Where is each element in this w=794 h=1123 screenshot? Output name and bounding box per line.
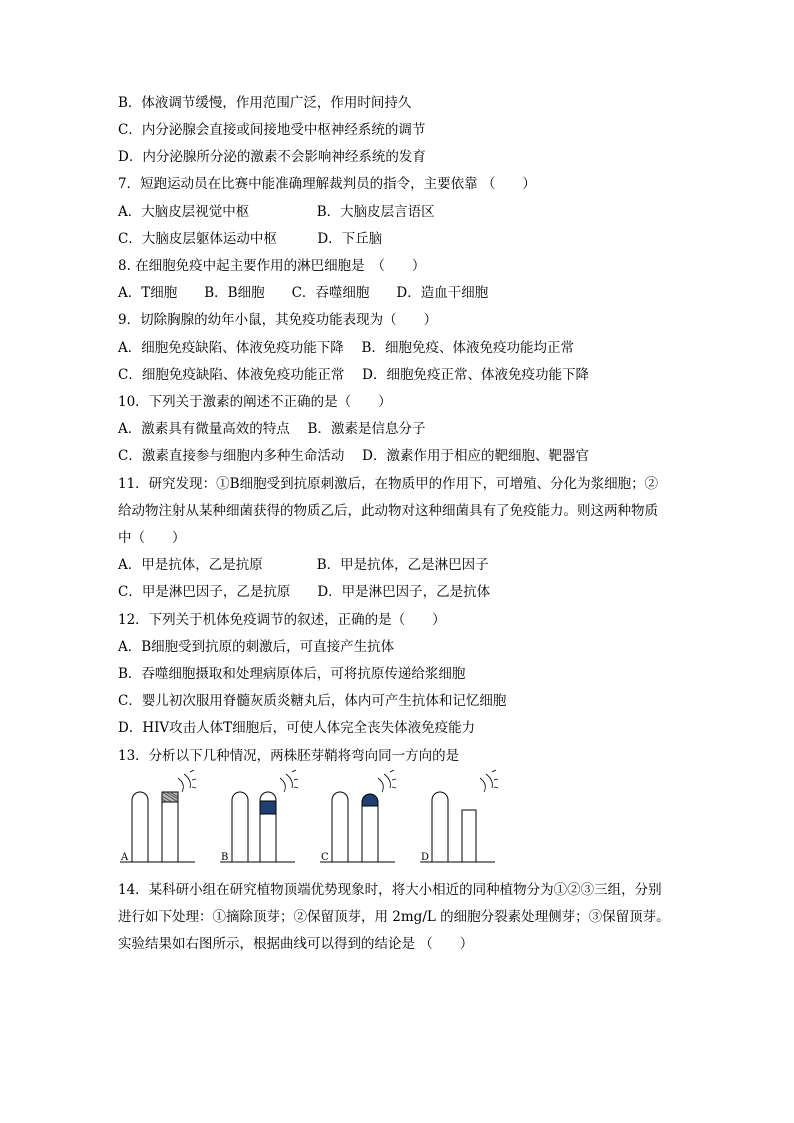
light-source-icon [178, 770, 196, 792]
question-13: 13．分析以下几种情况，两株胚芽鞘将弯向同一方向的是 [118, 748, 460, 764]
light-source-icon [480, 770, 498, 792]
q12-option-c: C．婴儿初次服用脊髓灰质炎糖丸后，体内可产生抗体和记忆细胞 [118, 693, 507, 709]
figure-panel-c [320, 770, 420, 870]
light-source-icon [378, 770, 396, 792]
question-14-line-3: 实验结果如右图所示，根据曲线可以得到的结论是 （ ） [118, 936, 474, 952]
question-14-line-1: 14．某科研小组在研究植物顶端优势现象时，将大小相近的同种植物分为①②③三组，分别 [118, 882, 662, 898]
q7-options-cd: C．大脑皮层躯体运动中枢 D．下丘脑 [118, 231, 383, 247]
question-7: 7．短跑运动员在比赛中能准确理解裁判员的指令，主要依靠 （ ） [118, 176, 536, 192]
text-line-2: C．内分泌腺会直接或间接地受中枢神经系统的调节 [118, 122, 426, 138]
q7-options-ab: A．大脑皮层视觉中枢 B．大脑皮层言语区 [118, 204, 435, 220]
q11-options-ab: A．甲是抗体，乙是抗原 B．甲是抗体，乙是淋巴因子 [118, 557, 489, 573]
q10-options-cd: C．激素直接参与细胞内多种生命活动 D．激素作用于相应的靶细胞、靶器官 [118, 448, 589, 464]
figure-panel-d [420, 770, 520, 870]
q9-options-cd: C．细胞免疫缺陷、体液免疫功能正常 D．细胞免疫正常、体液免疫功能下降 [118, 367, 589, 383]
question-8: 8. 在细胞免疫中起主要作用的淋巴细胞是 （ ） [118, 258, 426, 274]
figure-label-d: D [421, 852, 430, 863]
question-11-line-3: 中（ ） [118, 530, 186, 546]
question-9: 9．切除胸腺的幼年小鼠，其免疫功能表现为（ ） [118, 312, 438, 328]
light-source-icon [280, 770, 298, 792]
text-line-3: D．内分泌腺所分泌的激素不会影响神经系统的发育 [118, 149, 426, 165]
q10-options-ab: A．激素具有微量高效的特点 B．激素是信息分子 [118, 421, 426, 437]
q11-options-cd: C．甲是淋巴因子，乙是抗原 D．甲是淋巴因子，乙是抗体 [118, 584, 491, 600]
q12-option-b: B．吞噬细胞摄取和处理病原体后，可将抗原传递给浆细胞 [118, 666, 466, 682]
question-11-line-2: 给动物注射从某种细菌获得的物质乙后，此动物对这种细菌具有了免疫能力。则这两种物质 [118, 503, 658, 519]
question-11-line-1: 11．研究发现：①B细胞受到抗原刺激后，在物质甲的作用下，可增殖、分化为浆细胞；② [118, 476, 659, 492]
figure-panel-a [120, 770, 220, 870]
figure-label-a: A [121, 852, 129, 863]
figure-label-b: B [221, 852, 229, 863]
figure-panel-b [220, 770, 320, 870]
question-12: 12．下列关于机体免疫调节的叙述，正确的是（ ） [118, 612, 446, 628]
q8-options: A．T细胞 B．B细胞 C．吞噬细胞 D．造血干细胞 [118, 285, 489, 301]
question-14-line-2: 进行如下处理：①摘除顶芽；②保留顶芽，用 2mg/L 的细胞分裂素处理侧芽；③保留顶芽。 [118, 909, 670, 925]
figure-label-c: C [321, 852, 329, 863]
q12-option-a: A．B细胞受到抗原的刺激后，可直接产生抗体 [118, 639, 395, 655]
question-10: 10．下列关于激素的阐述不正确的是（ ） [118, 394, 392, 410]
q9-options-ab: A．细胞免疫缺陷、体液免疫功能下降 B．细胞免疫、体液免疫功能均正常 [118, 340, 574, 356]
coleoptile-figure [110, 770, 710, 870]
q12-option-d: D．HIV攻击人体T细胞后，可使人体完全丧失体液免疫能力 [118, 720, 476, 736]
text-line-1: B．体液调节缓慢，作用范围广泛，作用时间持久 [118, 95, 412, 111]
